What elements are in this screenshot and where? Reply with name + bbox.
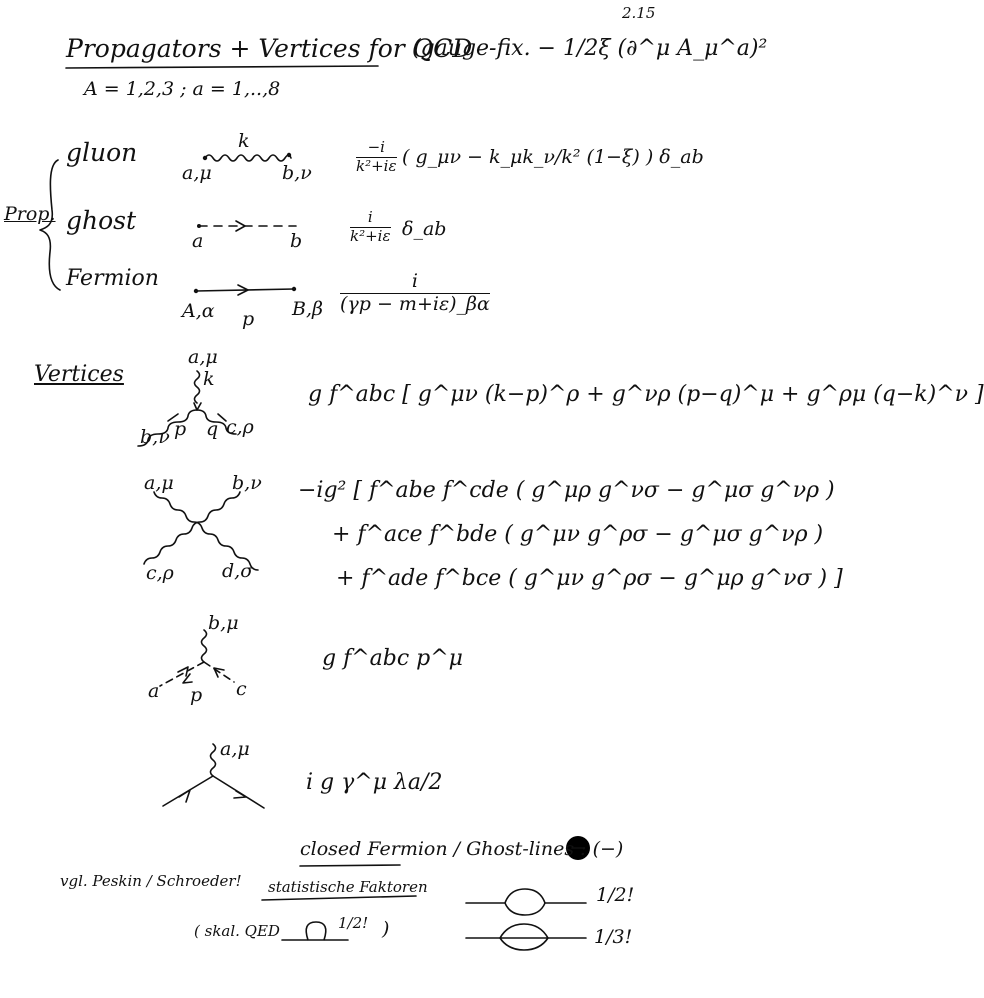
propagators-label: Prop.: [4, 203, 56, 225]
index-ranges: A = 1,2,3 ; a = 1,..,8: [84, 78, 281, 100]
peskin-reference: vgl. Peskin / Schroeder!: [60, 872, 242, 890]
four-gluon-term-3: + f^ade f^bce ( g^μν g^ρσ − g^μρ g^νσ ) ]: [336, 566, 843, 591]
ghost-gluon-p: p: [190, 684, 203, 706]
fermion-gluon-top-index: a,μ: [220, 738, 250, 760]
fermion-right-index: B,β: [292, 298, 323, 320]
ghost-gluon-left-leg: [160, 662, 204, 686]
fermion-gluon-vertex-factor: i g γ^μ λa/2: [306, 770, 443, 795]
gluon-propagator-line: [205, 155, 291, 161]
fermion-label: Fermion: [66, 266, 159, 291]
symmetry-factors-heading: statistische Faktoren: [268, 878, 428, 896]
prop-brace: [40, 160, 60, 290]
loop-2-bubble: [500, 924, 548, 950]
symmetry-factor-third: 1/3!: [594, 926, 633, 948]
four-gluon-bottom-left-index: c,ρ: [146, 562, 174, 584]
fermion-momentum: p: [242, 308, 255, 330]
four-gluon-top-right-index: b,ν: [232, 472, 262, 494]
closed-loops-note: closed Fermion / Ghost-lines : (−): [300, 838, 624, 860]
ghost-gluon-left-index: a: [148, 680, 160, 702]
loop-1-bubble: [505, 889, 545, 915]
fermion-gluon-gluon-leg: [211, 744, 216, 776]
scalar-qed-close-paren: ): [382, 918, 390, 940]
four-gluon-line-2: [144, 492, 240, 564]
ghost-right-index: b: [290, 230, 303, 252]
scalar-qed-factor: 1/2!: [338, 914, 369, 932]
gluon-left-index: a,μ: [182, 162, 212, 184]
ghost-delta: δ_ab: [402, 218, 447, 240]
three-gluon-p: p: [174, 418, 187, 440]
gluon-momentum: k: [238, 130, 250, 152]
ghost-gluon-right-leg: [204, 662, 234, 682]
fermion-prefactor: [340, 272, 490, 315]
four-gluon-term-1: −ig² [ f^abe f^cde ( g^μρ g^νσ − g^μσ g^νρ ): [298, 478, 835, 503]
three-gluon-top-leg: [195, 371, 200, 403]
gluon-prefactor: [356, 140, 397, 175]
ghost-denominator: k²+iε: [350, 226, 391, 245]
gluon-label: gluon: [66, 138, 138, 167]
three-gluon-left-index: b,ν: [140, 426, 170, 448]
four-gluon-bottom-right-index: d,σ: [222, 560, 254, 582]
three-gluon-right-index: c,ρ: [226, 416, 254, 438]
symmetry-factor-half: 1/2!: [596, 884, 635, 906]
ghost-label: ghost: [66, 206, 137, 235]
ghost-gluon-gluon-leg: [202, 630, 207, 662]
gauge-fixing-term: (gauge-fix. − 1/2ξ (∂^μ A_μ^a)²: [412, 36, 768, 61]
three-gluon-vertex-factor: g f^abc [ g^μν (k−p)^ρ + g^νρ (p−q)^μ + g^ρμ (q−k)^ν ]: [308, 382, 984, 407]
page-title: Propagators + Vertices for QCD: [66, 34, 473, 63]
gluon-right-index: b,ν: [282, 162, 312, 184]
three-gluon-k: k: [203, 368, 215, 390]
fermion-numerator: i: [411, 270, 418, 292]
ghost-gluon-vertex-factor: g f^abc p^μ: [322, 646, 463, 671]
gluon-numerator: −i: [367, 138, 385, 156]
fermion-left-index: A,α: [182, 300, 215, 322]
three-gluon-top-index: a,μ: [188, 346, 218, 368]
gluon-tensor: ( g_μν − k_μk_ν/k² (1−ξ) ) δ_ab: [402, 146, 704, 168]
page-number: 2.15: [622, 4, 656, 22]
fermion-denominator: (γp − m+iε)_βα: [340, 292, 490, 315]
ghost-numerator: i: [367, 208, 373, 226]
four-gluon-top-left-index: a,μ: [144, 472, 174, 494]
three-gluon-q: q: [206, 418, 219, 440]
title-underline: [66, 66, 378, 68]
ghost-gluon-right-index: c: [236, 678, 247, 700]
ghost-prefactor: [350, 210, 391, 245]
scalar-qed-note: ( skal. QED: [194, 922, 280, 940]
vertices-label: Vertices: [34, 362, 124, 387]
gluon-denominator: k²+iε: [356, 156, 397, 175]
ghost-left-index: a: [192, 230, 204, 252]
ghost-gluon-top-index: b,μ: [208, 612, 239, 634]
four-gluon-term-2: + f^ace f^bde ( g^μν g^ρσ − g^μσ g^νρ ): [332, 522, 824, 547]
four-gluon-line-1: [154, 492, 258, 570]
